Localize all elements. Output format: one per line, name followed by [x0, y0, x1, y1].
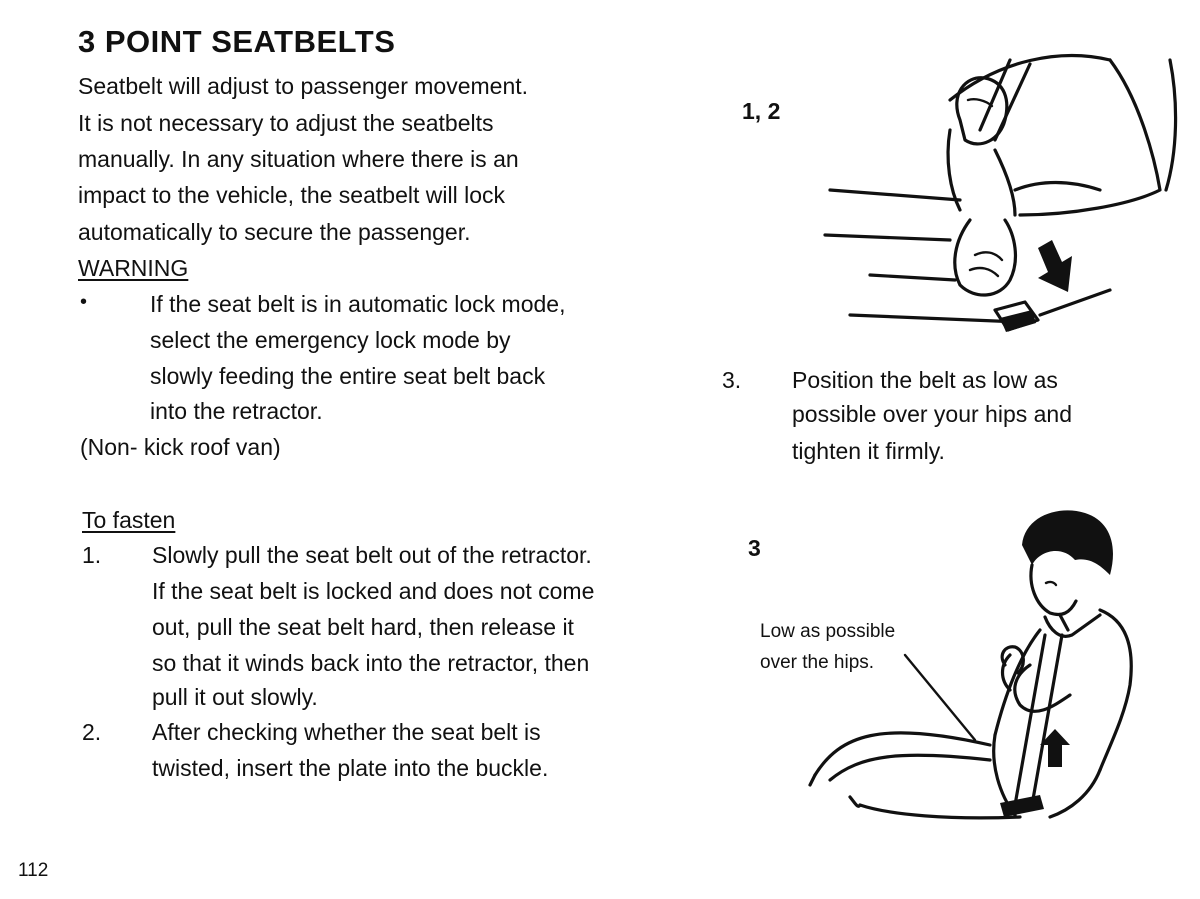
step-line: If the seat belt is locked and does not come — [152, 578, 595, 604]
callout-line: Low as possible — [760, 621, 896, 642]
buckle-illustration — [810, 40, 1190, 340]
warning-note: (Non- kick roof van) — [80, 434, 281, 460]
warning-line: slowly feeding the entire seat belt back — [150, 363, 546, 389]
step-line: tighten it firmly. — [792, 438, 945, 464]
intro-line: Seatbelt will adjust to passenger movement. — [78, 73, 529, 99]
warning-line: select the emergency lock mode by — [150, 327, 511, 353]
step-line: out, pull the seat belt hard, then release it — [152, 614, 574, 640]
page-number: 112 — [18, 860, 49, 881]
warning-heading: WARNING — [78, 255, 189, 281]
figure-label: 3 — [748, 535, 761, 561]
step-line: twisted, insert the plate into the buckle. — [152, 755, 549, 781]
warning-line: into the retractor. — [150, 398, 323, 424]
step-number: 2. — [82, 719, 102, 745]
warning-line: If the seat belt is in automatic lock mode, — [150, 291, 566, 317]
step-number: 3. — [722, 367, 742, 393]
step-line: Slowly pull the seat belt out of the retractor. — [152, 542, 592, 568]
page-title: 3 POINT SEATBELTS — [78, 24, 396, 59]
step-line: possible over your hips and — [792, 401, 1072, 427]
step-line: pull it out slowly. — [152, 684, 318, 710]
warning-bullet: • — [80, 291, 88, 313]
intro-line: manually. In any situation where there is an — [78, 146, 519, 172]
callout-line: over the hips. — [760, 652, 875, 673]
step-number: 1. — [82, 542, 102, 568]
figure-label: 1, 2 — [742, 98, 781, 124]
step-line: so that it winds back into the retractor, then — [152, 650, 590, 676]
intro-line: It is not necessary to adjust the seatbelts — [78, 110, 494, 136]
step-line: Position the belt as low as — [792, 367, 1058, 393]
intro-line: automatically to secure the passenger. — [78, 219, 471, 245]
intro-line: impact to the vehicle, the seatbelt will lock — [78, 182, 505, 208]
fasten-heading: To fasten — [82, 507, 176, 533]
passenger-illustration — [800, 505, 1160, 825]
step-line: After checking whether the seat belt is — [152, 719, 541, 745]
